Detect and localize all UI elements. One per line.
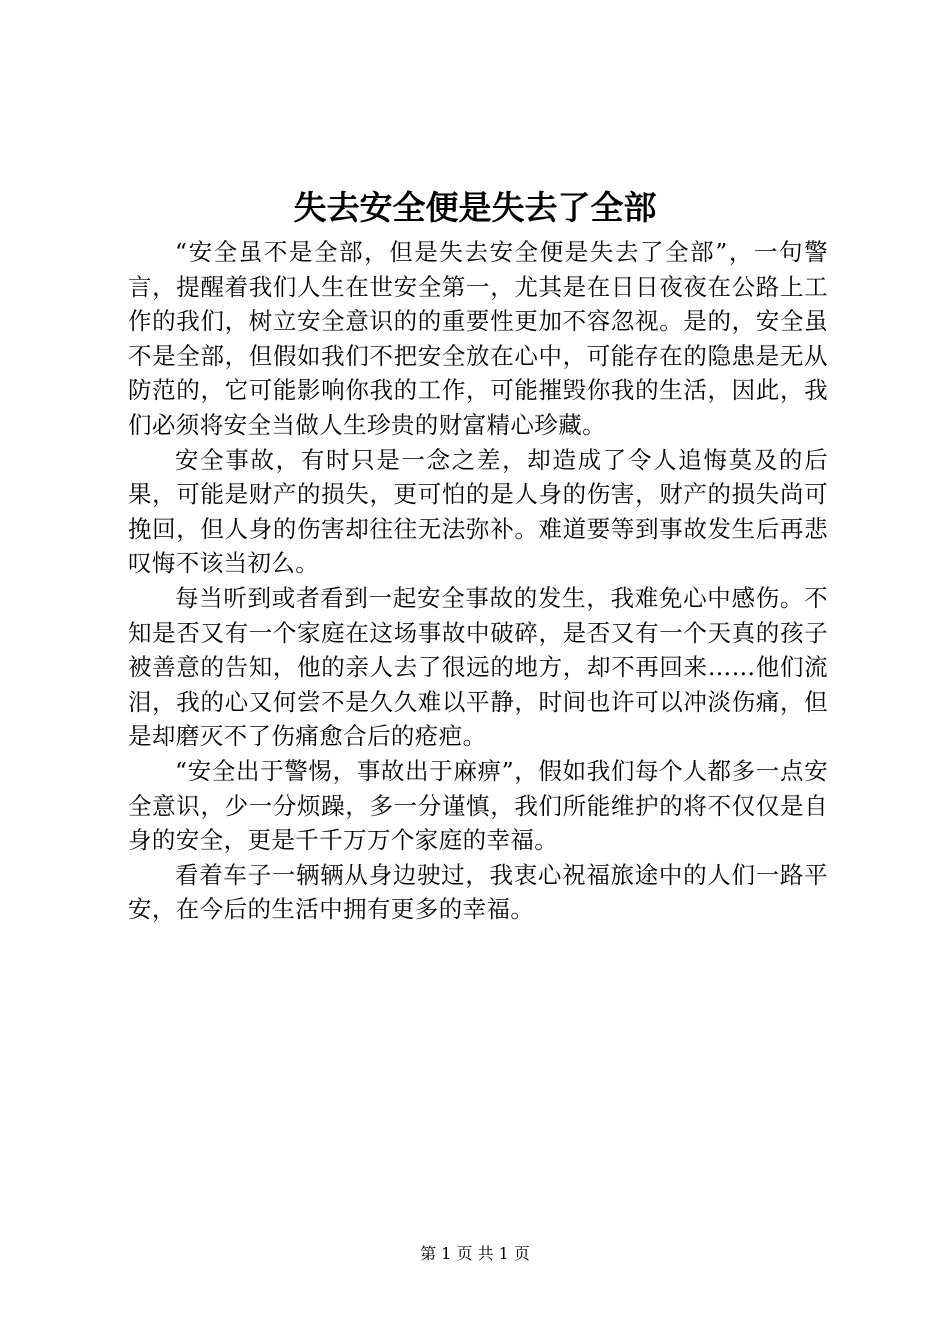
- paragraph-4: “安全出于警惕，事故出于麻痹”，假如我们每个人都多一点安全意识，少一分烦躁，多一分谨慎，我们所能维护的将不仅仅是自身的安全，更是千千万万个家庭的幸福。: [128, 756, 828, 855]
- paragraph-3: 每当听到或者看到一起安全事故的发生，我难免心中感伤。不知是否又有一个家庭在这场事故中破碎，是否又有一个天真的孩子被善意的告知，他的亲人去了很远的地方，却不再回来……他们流泪，我的心又何尝不是久久难以平静，时间也许可以冲淡伤痛，但是却磨灭不了伤痛愈合后的疮疤。: [128, 583, 828, 751]
- paragraph-1: “安全虽不是全部，但是失去安全便是失去了全部”，一句警言，提醒着我们人生在世安全第一，尤其是在日日夜夜在公路上工作的我们，树立安全意识的的重要性更加不容忽视。是的，安全虽不是全部，但假如我们不把安全放在心中，可能存在的隐患是无从防范的，它可能影响你我的工作，可能摧毁你我的生活，因此，我们必须将安全当做人生珍贵的财富精心珍藏。: [128, 238, 828, 439]
- document-body: [128, 235, 828, 927]
- paragraph-5: 看着车子一辆辆从身边驶过，我衷心祝福旅途中的人们一路平安，在今后的生活中拥有更多的幸福。: [128, 860, 828, 924]
- paragraph-2: 安全事故，有时只是一念之差，却造成了令人追悔莫及的后果，可能是财产的损失，更可怕的是人身的伤害，财产的损失尚可挽回，但人身的伤害却往往无法弥补。难道要等到事故发生后再悲叹悔不该当初么。: [128, 445, 828, 578]
- document-title: 失去安全便是失去了全部: [293, 188, 657, 227]
- page-number-footer: 第 1 页 共 1 页: [420, 1244, 530, 1263]
